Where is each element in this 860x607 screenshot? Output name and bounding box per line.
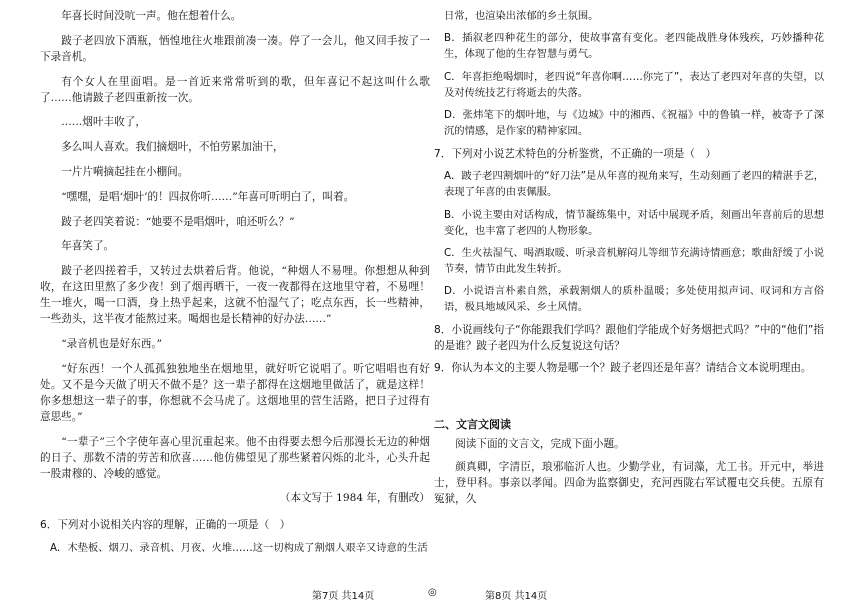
- footer-mark: ◎: [428, 587, 437, 598]
- question-6: 6．下列对小说相关内容的理解，正确的一项是（ ）: [40, 519, 291, 532]
- story-paragraph: 年喜长时间没吭一声。他在想着什么。: [61, 10, 242, 22]
- section-title: 二、文言文阅读: [434, 418, 511, 432]
- source-note: （本文写于 1984 年，有删改）: [279, 492, 430, 505]
- question-7-option-d: D．小说语言朴素自然，承载割烟人的质朴温暖；多处使用拟声词、叹词和方言俗语，极具地域风采、乡土风情。: [444, 285, 824, 314]
- question-7-option-b: B．小说主要由对话构成，情节凝练集中，对话中展现矛盾，刻画出年喜前后的思想变化，也丰富了老四的人物形象。: [444, 208, 824, 237]
- page-number-right: 第8页 共14页: [485, 591, 548, 602]
- question-6-option-d: D．张炜笔下的烟叶地，与《边城》中的湘西、《祝福》中的鲁镇一样，被寄予了深沉的情感，是作家的精神家园。: [444, 109, 824, 138]
- question-7-option-c: C．生火祛湿气、喝酒取暖、听录音机解闷儿等细节充满诗情画意；歌曲舒缓了小说节奏，情节由此发生转折。: [444, 246, 824, 275]
- page-footer: [0, 587, 860, 601]
- section-intro: 阅读下面的文言文，完成下面小题。: [455, 438, 625, 451]
- song-line: ……烟叶丰收了，: [61, 116, 146, 129]
- question-6-option-c: C．年喜拒绝喝烟时，老四说“年喜你啊……你完了”，表达了老四对年喜的失望，以及对传统技艺行将逝去的失落。: [444, 70, 824, 99]
- story-paragraph: “嘿嘿，是唱‘烟叶’的！四叔你听……”年喜可听明白了，叫着。: [61, 190, 355, 203]
- question-6-option-a: A．木垫板、烟刀、录音机、月夜、火堆……这一切构成了割烟人艰辛又诗意的生活: [50, 541, 428, 554]
- question-7: 7．下列对小说艺术特色的分析鉴赏，不正确的一项是（ ）: [434, 147, 717, 160]
- question-8: 8．小说画线句子“你能跟我们学吗？跟他们学能成个好务烟把式吗？”中的“他们”指的是谁？跛子老四为什么反复说这句话？: [434, 323, 824, 352]
- left-page-column: [40, 8, 430, 562]
- classical-chinese-passage: 颜真卿，字清臣，琅邪临沂人也。少勤学业，有词藻，尤工书。开元中，举进士，登甲科。事亲以孝闻。四命为监察御史，充河西陇右军试覆屯交兵使。五原有冤狱，久: [434, 460, 824, 505]
- story-paragraph: 年喜笑了。: [61, 240, 115, 253]
- right-page-column: [434, 8, 824, 513]
- question-7-option-a: A．跛子老四割烟叶的“好刀法”是从年喜的视角来写，生动刻画了老四的精湛手艺，表现了年喜的由衷佩服。: [444, 170, 824, 199]
- song-line: 多么叫人喜欢。我们摘烟叶，不怕劳累加油干，: [61, 141, 284, 154]
- question-6-option-a-continued: 日常，也渲染出浓郁的乡土氛围。: [444, 10, 599, 22]
- song-line: 一片片嗬摘起挂在小棚间。: [61, 165, 189, 178]
- story-paragraph: 跛子老四放下酒瓶，恓惶地往火堆跟前凑一凑。停了一会儿，他又回手按了一下录音机。: [40, 34, 430, 63]
- story-paragraph: “一辈子”三个字使年喜心里沉重起来。他不由得要去想今后那漫长无边的种烟的日子、那数不清的劳苦和欣喜……他仿佛望见了那些紧着闪烁的北斗，心头升起一股肃穆的、冷峻的感觉。: [40, 435, 430, 480]
- page-number-left: 第7页 共14页: [312, 591, 375, 602]
- question-6-option-b: B．插叙老四种花生的部分，使故事富有变化。老四能战胜身体残疾，巧妙播种花生，体现了他的生存智慧与勇气。: [444, 32, 824, 61]
- story-paragraph: 跛子老四笑着说：“她要不是唱烟叶，咱还听么？”: [61, 215, 295, 228]
- question-9: 9．你认为本文的主要人物是哪一个？跛子老四还是年喜？请结合文本说明理由。: [434, 362, 812, 375]
- story-paragraph: “好东西！一个人孤孤独独地坐在烟地里，就好听它说唱了。听它唱唱也有好处。又不是今天做了明天不做不是？这一辈子都得在这烟地里做活了，就是这样！你多想想这一辈子的事，你想就不会马虎了。这烟地里的营生活路，把日子过得有意思些。”: [40, 362, 430, 423]
- story-paragraph: “录音机也是好东西。”: [61, 337, 163, 350]
- story-paragraph: 有个女人在里面唱。是一首近来常常听到的歌，但年喜记不起这叫什么歌了……他请跛子老四重新按一次。: [40, 75, 430, 104]
- story-paragraph: 跛子老四搓着手，又转过去烘着后背。他说，“种烟人不易哩。你想想从种到收，在这田里熬了多少夜！到了烟再晒干，一夜一夜都得在这地里守着，不易哩！生一堆火，喝一口酒，身上热乎起来，这就不怕湿气了；吃点东西，长一些精神，一些劲头，这半夜才能熬过来。喝烟也是长精神的好办法……”: [40, 265, 430, 326]
